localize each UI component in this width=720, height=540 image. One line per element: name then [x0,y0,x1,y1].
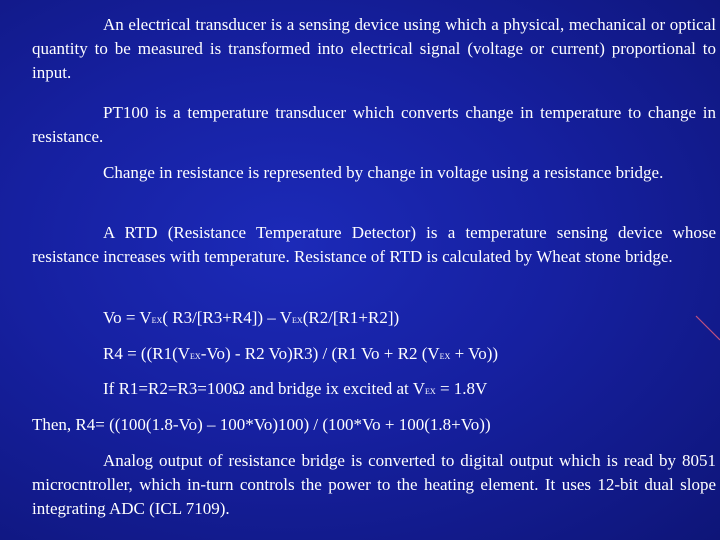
equation-r4-numeric: Then, R4= ((100(1.8-Vo) – 100*Vo)100) / (100*Vo + 100(1.8+Vo)) [32,415,491,434]
equation-r4: R4 = ((R1(VEX-Vo) - R2 Vo)R3) / (R1 Vo + R2 (VEX + Vo)) [103,344,499,363]
paragraph-rtd: A RTD (Resistance Temperature Detector) is a temperature sensing device whose resistance increases with temperature. Resistance of RTD is calculated by Wheat stone bridge. [32,223,716,266]
paragraph-resistance-bridge: Change in resistance is represented by change in voltage using a resistance bridge. [103,163,664,182]
decorative-line [690,312,720,342]
equation-vo: Vo = VEX( R3/[R3+R4]) – VEX(R2/[R1+R2]) [103,308,400,327]
paragraph-pt100: PT100 is a temperature transducer which converts change in temperature to change in resistance. [32,103,716,146]
paragraph-transducer-definition: An electrical transducer is a sensing device using which a physical, mechanical or optical quantity to be measured is transformed into electrical signal (voltage or current) proportional to input. [32,15,716,82]
equation-condition: If R1=R2=R3=100Ω and bridge ix excited at VEX = 1.8V [103,379,488,398]
paragraph-adc: Analog output of resistance bridge is converted to digital output which is read by 8051 microcntroller, which in-turn controls the power to the heating element. It uses 12-bit dual slope integrating ADC (ICL 7109). [32,451,716,518]
